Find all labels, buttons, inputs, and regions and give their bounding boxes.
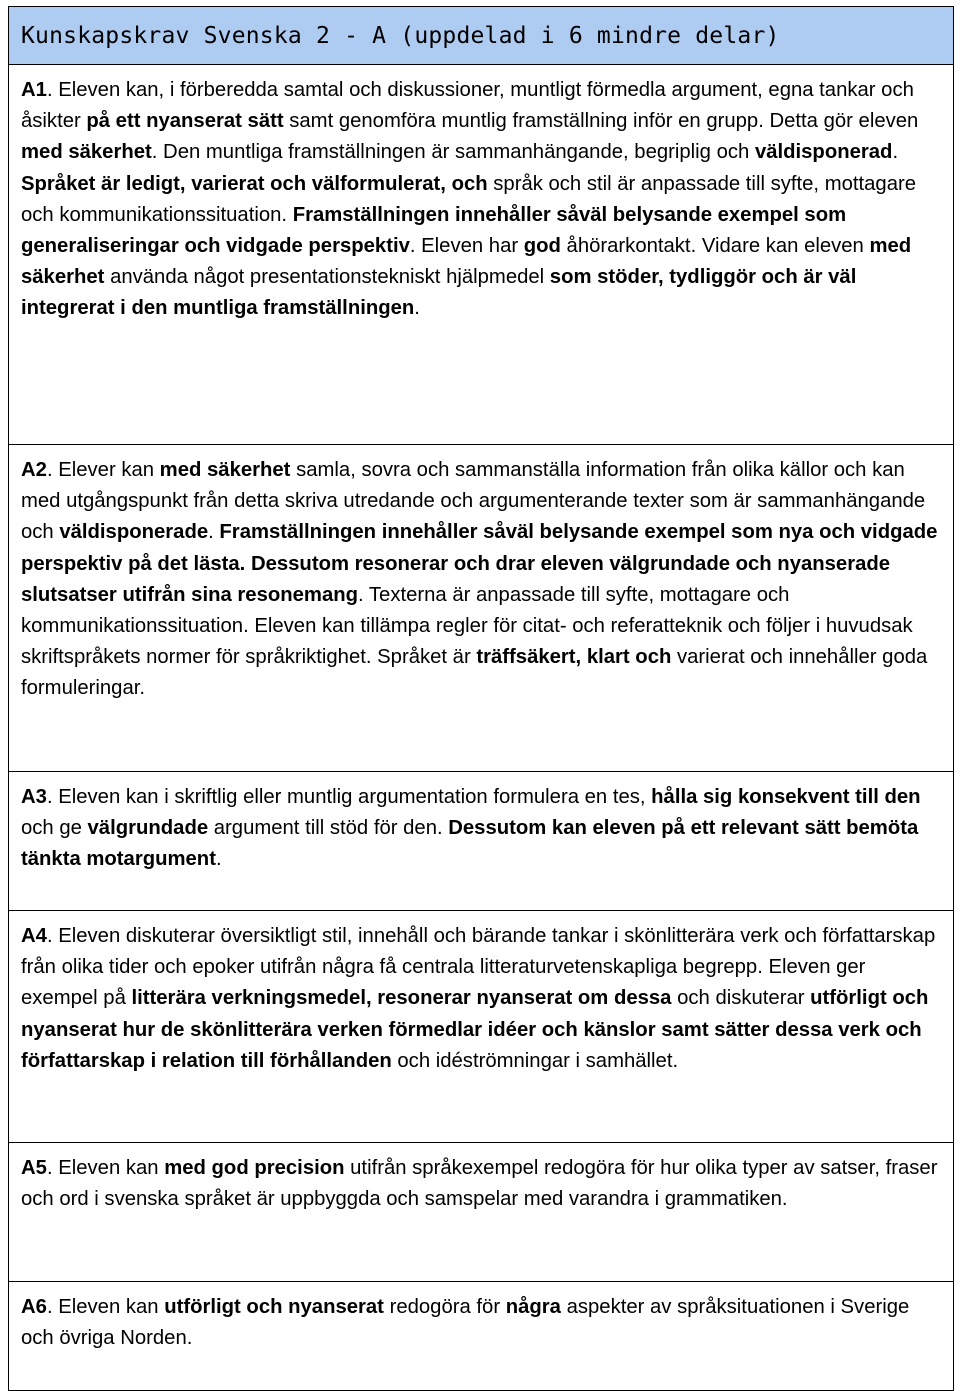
bold-text-segment: med säkerhet bbox=[21, 235, 912, 289]
text-segment: aspekter av språksituationen i Sverige och övriga Norden. bbox=[21, 1296, 910, 1350]
text-segment: åhörarkontakt. Vidare kan eleven bbox=[560, 235, 870, 258]
text-segment: . Eleven diskuterar översiktligt stil, innehåll och bärande tankar i skönlitterära verk och författarskap från olika tider och epoker utifrån några få centrala litteraturvetenskapliga begrepp. Eleven ger exempel på bbox=[21, 925, 936, 1010]
bold-text-segment: välgrundade bbox=[87, 817, 209, 840]
criteria-row-a5 bbox=[9, 1143, 953, 1282]
bold-text-segment: hålla sig konsekvent till den bbox=[651, 786, 921, 808]
criteria-row-a1 bbox=[9, 65, 953, 445]
text-segment: utifrån språkexempel redogöra för hur olika typer av satser, fraser och ord i svenska språket är uppbyggda och samspelar med varandra i grammatiken. bbox=[21, 1157, 938, 1211]
bold-text-segment: träffsäkert, klart och bbox=[476, 646, 672, 669]
bold-text-segment: Dessutom kan eleven på ett relevant sätt bemöta tänkta motargument bbox=[21, 817, 919, 871]
bold-text-segment: utförligt och nyanserat bbox=[164, 1296, 384, 1318]
criteria-row-a2 bbox=[9, 445, 953, 772]
bold-text-segment: Framställningen innehåller såväl belysande exempel som generaliseringar och vidgade perspektiv bbox=[21, 203, 847, 258]
text-segment: . bbox=[208, 521, 220, 544]
bold-text-segment: på ett nyanserat sätt bbox=[86, 110, 284, 133]
text-segment: samla, sovra och sammanställa information från olika källor och kan med utgångspunkt från detta skriva utredande och argumenterande texter som är sammanhängande och bbox=[21, 459, 926, 544]
text-segment: redogöra för bbox=[383, 1296, 506, 1318]
bold-text-segment: som stöder, tydliggör och är väl integrerat i den muntliga framställningen bbox=[21, 266, 857, 320]
criteria-row-a6 bbox=[9, 1282, 953, 1390]
bold-text-segment: några bbox=[505, 1296, 561, 1318]
text-segment: . Texterna är anpassade till syfte, mottagare och kommunikationssituation. Eleven kan tillämpa regler för citat- och referatteknik och följer i huvudsak skriftspråkets normer för språkriktighet. Språket är bbox=[21, 583, 913, 669]
text-segment: . Eleven kan bbox=[46, 1296, 165, 1318]
text-segment: språk och stil är anpassade till syfte, mottagare och kommunikationssituation. bbox=[21, 172, 917, 226]
text-segment: . Eleven kan, i förberedda samtal och diskussioner, muntligt förmedla argument, egna tankar och åsikter bbox=[21, 79, 914, 133]
bold-text-segment: väldisponerad bbox=[754, 141, 893, 164]
page-title: Kunskapskrav Svenska 2 - A (uppdelad i 6 mindre delar) bbox=[21, 22, 780, 49]
text-segment: . Den muntliga framställningen är sammanhängande, begriplig och bbox=[151, 141, 755, 164]
bold-text-segment: utförligt och nyanserat hur de skönlitterära verken förmedlar idéer och känslor samt sätter dessa verk och författarskap i relation till förhållanden bbox=[21, 987, 929, 1072]
text-segment: använda något presentationstekniskt hjälpmedel bbox=[104, 266, 550, 289]
text-segment: och ge bbox=[21, 817, 88, 840]
text-segment: och idéströmningar i samhället. bbox=[391, 1049, 679, 1072]
text-segment: argument till stöd för den. bbox=[208, 817, 449, 840]
bold-text-segment: A5 bbox=[21, 1157, 47, 1179]
bold-text-segment: med säkerhet bbox=[159, 459, 291, 481]
bold-text-segment: god bbox=[523, 235, 561, 258]
table-header bbox=[9, 7, 953, 65]
bold-text-segment: A2 bbox=[21, 459, 47, 481]
bold-text-segment: Framställningen innehåller såväl belysande exempel som nya och vidgade perspektiv på det lästa. Dessutom resonerar och drar eleven välgrundade och nyanserade slutsatser utifrån sina resonemang bbox=[21, 521, 938, 606]
bold-text-segment: A6 bbox=[21, 1296, 47, 1318]
text-segment: . bbox=[892, 141, 899, 164]
criteria-row-a3 bbox=[9, 772, 953, 911]
text-segment: . Elever kan bbox=[46, 459, 160, 481]
bold-text-segment: A1 bbox=[21, 79, 47, 101]
bold-text-segment: Språket är ledigt, varierat och välformulerat, och bbox=[21, 172, 488, 195]
text-segment: . Eleven kan bbox=[46, 1157, 165, 1179]
text-segment: . Eleven kan i skriftlig eller muntlig argumentation formulera en tes, bbox=[46, 786, 652, 808]
text-segment: . Eleven har bbox=[409, 235, 524, 258]
bold-text-segment: väldisponerade bbox=[59, 521, 209, 544]
text-segment: samt genomföra muntlig framställning inför en grupp. Detta gör eleven bbox=[283, 110, 919, 133]
bold-text-segment: med säkerhet bbox=[21, 141, 152, 164]
text-segment: varierat och innehåller goda formuleringar. bbox=[21, 646, 928, 700]
text-segment: och diskuterar bbox=[671, 987, 811, 1010]
bold-text-segment: litterära verkningsmedel, resonerar nyanserat om dessa bbox=[131, 987, 672, 1010]
text-segment: . bbox=[414, 297, 420, 320]
bold-text-segment: med god precision bbox=[164, 1157, 345, 1179]
criteria-table bbox=[8, 6, 954, 1391]
bold-text-segment: A3 bbox=[21, 786, 47, 808]
text-segment: . bbox=[215, 848, 222, 871]
criteria-row-a4 bbox=[9, 911, 953, 1143]
bold-text-segment: A4 bbox=[21, 925, 47, 947]
